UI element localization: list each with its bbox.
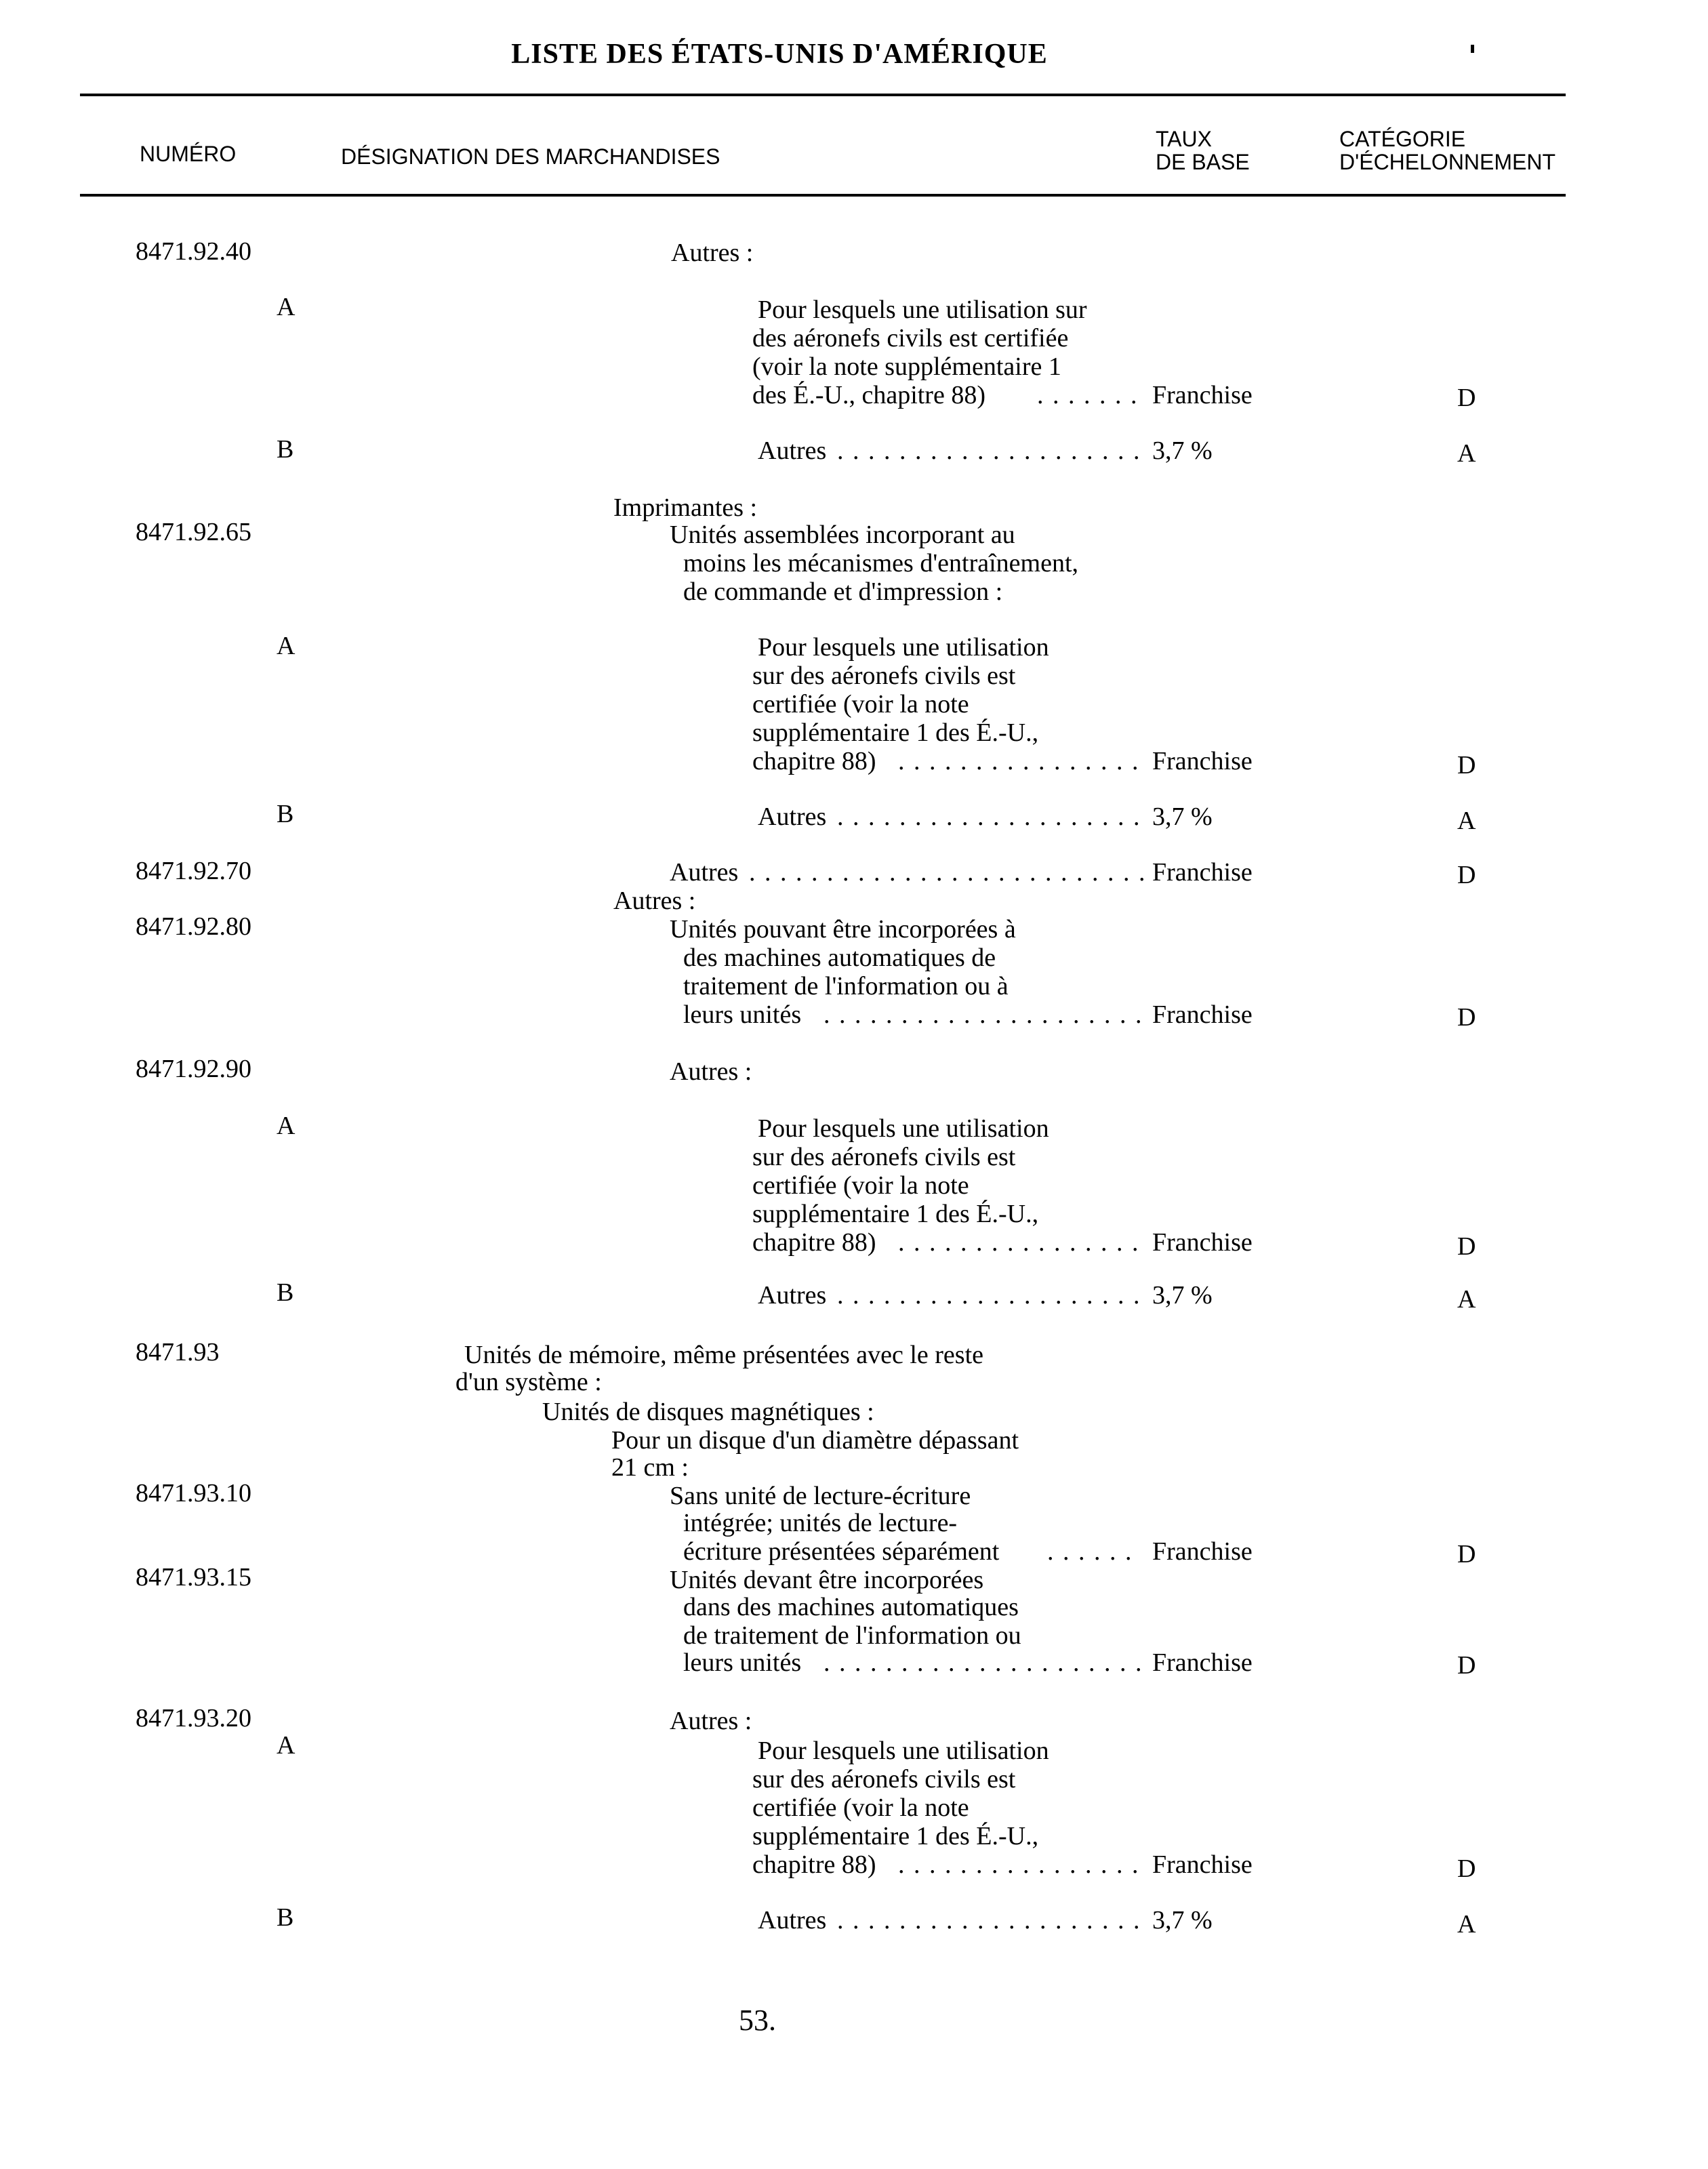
- designation-line: Imprimantes :: [613, 493, 758, 522]
- tariff-number: 8471.92.70: [136, 857, 251, 885]
- staging-category: A: [1457, 1910, 1476, 1939]
- designation-line: Pour lesquels une utilisation: [758, 1737, 1049, 1765]
- designation-line: Pour lesquels une utilisation: [758, 633, 1049, 662]
- base-rate: Franchise: [1152, 381, 1253, 409]
- dot-leader: [898, 1850, 1145, 1879]
- tariff-number: 8471.93.20: [136, 1704, 251, 1732]
- designation-line: (voir la note supplémentaire 1: [752, 352, 1061, 381]
- designation-line: Autres: [758, 803, 827, 831]
- base-rate: Franchise: [1152, 1850, 1253, 1879]
- designation-line: leurs unités: [683, 1648, 802, 1677]
- sub-item-letter: B: [277, 435, 294, 464]
- designation-line: des aéronefs civils est certifiée: [752, 324, 1069, 352]
- column-header-categorie: CATÉGORIE D'ÉCHELONNEMENT: [1339, 127, 1556, 174]
- base-rate: 3,7 %: [1152, 437, 1213, 465]
- designation-line: Unités devant être incorporées: [670, 1566, 984, 1594]
- tariff-number: 8471.92.65: [136, 518, 251, 546]
- designation-line: des machines automatiques de: [683, 944, 996, 972]
- designation-line: d'un système :: [455, 1368, 602, 1396]
- sub-item-letter: A: [277, 293, 296, 321]
- designation-line: des É.-U., chapitre 88): [752, 381, 985, 409]
- base-rate: Franchise: [1152, 1228, 1253, 1257]
- sub-item-letter: A: [277, 1731, 296, 1760]
- dot-leader: [837, 1906, 1142, 1934]
- designation-line: 21 cm :: [611, 1453, 689, 1482]
- designation-line: certifiée (voir la note: [752, 1171, 969, 1200]
- page-number: 53.: [739, 2004, 776, 2037]
- staging-category: A: [1457, 439, 1476, 468]
- dot-leader: [837, 1281, 1142, 1310]
- designation-line: traitement de l'information ou à: [683, 972, 1009, 1000]
- tariff-number: 8471.92.40: [136, 237, 251, 266]
- dot-leader: [837, 803, 1142, 831]
- designation-line: supplémentaire 1 des É.-U.,: [752, 1200, 1039, 1228]
- staging-category: D: [1457, 1232, 1476, 1261]
- dot-leader: [898, 747, 1145, 775]
- base-rate: 3,7 %: [1152, 1281, 1213, 1310]
- designation-line: Autres: [758, 1281, 827, 1310]
- base-rate: 3,7 %: [1152, 1906, 1213, 1934]
- designation-line: sur des aéronefs civils est: [752, 1143, 1016, 1171]
- tariff-number: 8471.93.10: [136, 1479, 251, 1507]
- base-rate: Franchise: [1152, 858, 1253, 887]
- designation-line: Autres: [758, 1906, 827, 1934]
- designation-line: intégrée; unités de lecture-: [683, 1509, 958, 1537]
- designation-line: sur des aéronefs civils est: [752, 662, 1016, 690]
- sub-item-letter: B: [277, 1903, 294, 1932]
- dot-leader: [824, 1648, 1145, 1677]
- sub-item-letter: B: [277, 1278, 294, 1307]
- staging-category: D: [1457, 1651, 1476, 1680]
- dot-leader: [749, 858, 1145, 887]
- designation-line: Unités de disques magnétiques :: [542, 1398, 874, 1426]
- tariff-number: 8471.93: [136, 1338, 220, 1366]
- designation-line: Pour un disque d'un diamètre dépassant: [611, 1426, 1019, 1455]
- base-rate: Franchise: [1152, 747, 1253, 775]
- tariff-number: 8471.92.90: [136, 1055, 251, 1083]
- designation-line: Sans unité de lecture-écriture: [670, 1482, 971, 1510]
- page-title: LISTE DES ÉTATS-UNIS D'AMÉRIQUE: [511, 39, 1048, 70]
- staging-category: D: [1457, 1540, 1476, 1568]
- sub-item-letter: B: [277, 800, 294, 828]
- dot-leader: [837, 437, 1142, 465]
- designation-line: écriture présentées séparément: [683, 1537, 1000, 1566]
- designation-line: leurs unités: [683, 1000, 802, 1029]
- designation-line: Unités pouvant être incorporées à: [670, 915, 1016, 944]
- base-rate: 3,7 %: [1152, 803, 1213, 831]
- designation-line: de traitement de l'information ou: [683, 1621, 1021, 1650]
- designation-line: chapitre 88): [752, 1228, 876, 1257]
- staging-category: D: [1457, 861, 1476, 889]
- designation-line: Pour lesquels une utilisation sur: [758, 296, 1087, 324]
- designation-line: chapitre 88): [752, 1850, 876, 1879]
- dot-leader: [1037, 381, 1147, 409]
- designation-line: Unités de mémoire, même présentées avec le reste: [464, 1341, 983, 1369]
- base-rate: Franchise: [1152, 1000, 1253, 1029]
- tariff-number: 8471.93.15: [136, 1563, 251, 1592]
- dot-leader: [824, 1000, 1145, 1029]
- designation-line: Autres :: [670, 1707, 752, 1735]
- designation-line: Unités assemblées incorporant au: [670, 521, 1015, 549]
- column-header-numero: NUMÉRO: [140, 142, 237, 166]
- designation-line: Autres :: [671, 239, 754, 267]
- sub-item-letter: A: [277, 1112, 296, 1140]
- designation-line: certifiée (voir la note: [752, 1793, 969, 1822]
- staging-category: A: [1457, 1285, 1476, 1314]
- staging-category: D: [1457, 384, 1476, 412]
- margin-mark: [1471, 45, 1474, 53]
- designation-line: chapitre 88): [752, 747, 876, 775]
- designation-line: Autres: [758, 437, 827, 465]
- designation-line: Autres :: [670, 1057, 752, 1086]
- dot-leader: [1047, 1537, 1142, 1566]
- staging-category: D: [1457, 751, 1476, 779]
- column-header-taux: TAUX DE BASE: [1156, 127, 1250, 174]
- designation-line: supplémentaire 1 des É.-U.,: [752, 1822, 1039, 1850]
- designation-line: Autres :: [613, 887, 696, 915]
- header-rule-top: [80, 94, 1566, 96]
- designation-line: moins les mécanismes d'entraînement,: [683, 549, 1079, 577]
- staging-category: A: [1457, 807, 1476, 835]
- designation-line: dans des machines automatiques: [683, 1593, 1019, 1621]
- designation-line: sur des aéronefs civils est: [752, 1765, 1016, 1793]
- staging-category: D: [1457, 1003, 1476, 1032]
- tariff-number: 8471.92.80: [136, 912, 251, 941]
- designation-line: de commande et d'impression :: [683, 577, 1003, 606]
- designation-line: Autres: [670, 858, 739, 887]
- header-rule-bottom: [80, 194, 1566, 197]
- base-rate: Franchise: [1152, 1537, 1253, 1566]
- base-rate: Franchise: [1152, 1648, 1253, 1677]
- column-header-designation: DÉSIGNATION DES MARCHANDISES: [341, 144, 720, 169]
- designation-line: supplémentaire 1 des É.-U.,: [752, 718, 1039, 747]
- staging-category: D: [1457, 1854, 1476, 1883]
- dot-leader: [898, 1228, 1145, 1257]
- sub-item-letter: A: [277, 632, 296, 660]
- designation-line: certifiée (voir la note: [752, 690, 969, 718]
- designation-line: Pour lesquels une utilisation: [758, 1114, 1049, 1143]
